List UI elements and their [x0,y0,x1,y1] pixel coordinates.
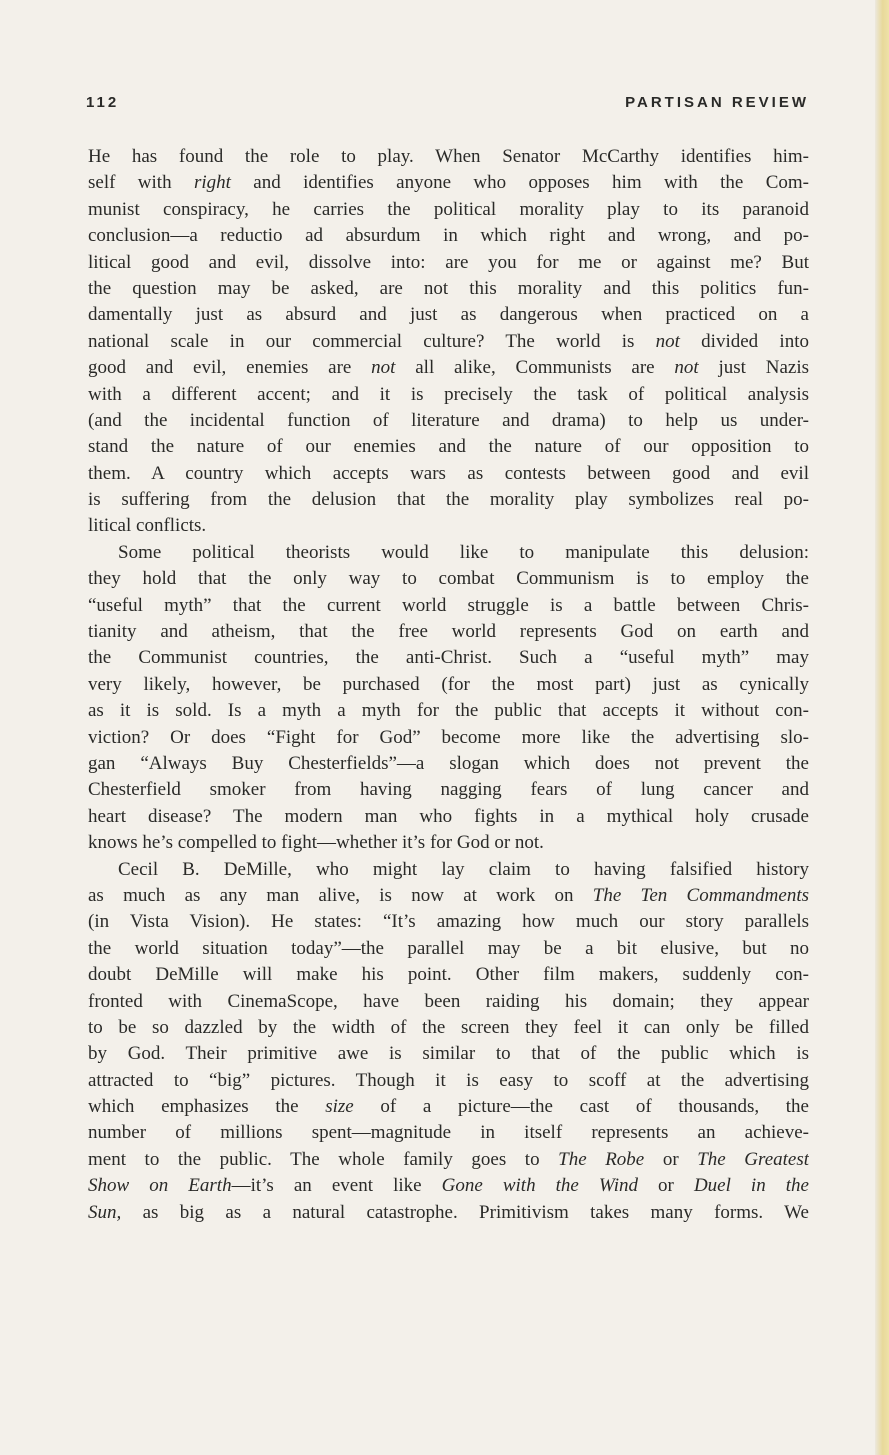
italic-text: The Greatest [697,1148,809,1170]
text-segment: stand the nature of our enemies and the nature of our opposition to [88,436,809,458]
text-segment: fronted with CinemaScope, have been raiding his domain; they appear [88,990,809,1012]
text-segment: them. A country which accepts wars as contests between good and evil [88,462,809,484]
text-segment: conclusion—a reductio ad absurdum in which right and wrong, and po- [88,225,809,247]
text-segment: heart disease? The modern man who fights in a mythical holy crusade [88,805,809,827]
text-line [88,355,809,381]
text-segment: —it’s an event like [231,1175,442,1197]
text-line [88,170,809,196]
text-segment: viction? Or does “Fight for God” become more like the advertising slo- [88,726,809,748]
italic-text: size [325,1096,354,1118]
text-line [88,909,809,935]
text-line [88,1173,809,1199]
page-number: 112 [86,94,120,111]
text-line [88,777,809,803]
text-line [88,434,809,460]
text-segment: with a different accent; and it is precisely the task of political analysis [88,383,809,405]
text-segment: the question may be asked, are not this morality and this politics fun- [88,277,809,299]
italic-text: Duel in the [693,1175,809,1197]
page-edge [875,0,889,1455]
text-segment: (in Vista Vision). He states: “It’s amazing how much our story parallels [88,911,809,933]
italic-text: Show on Earth [88,1175,232,1197]
text-segment: the Communist countries, the anti-Christ. Such a “useful myth” may [88,647,809,669]
text-segment: very likely, however, be purchased (for the most part) just as cynically [88,673,809,695]
text-segment: is suffering from the delusion that the morality play symbolizes real po- [88,489,809,511]
text-line [88,725,809,751]
text-segment: good and evil, enemies are [88,357,372,379]
text-segment: of a picture—the cast of thousands, the [353,1096,809,1118]
text-segment: munist conspiracy, he carries the political morality play to its paranoid [88,198,809,220]
text-line [88,302,809,328]
body-text [88,144,809,1226]
text-line [88,619,809,645]
text-line [88,1015,809,1041]
text-line [88,382,809,408]
text-segment: self with [88,172,194,194]
text-line [88,1120,809,1146]
text-line [88,698,809,724]
text-line [88,540,809,566]
text-line [88,1094,809,1120]
italic-text: not [655,330,680,352]
text-segment: as it is sold. Is a myth a myth for the public that accepts it without con- [88,700,809,722]
text-segment: divided into [679,330,809,352]
text-segment: “useful myth” that the current world struggle is a battle between Chris- [88,594,809,616]
italic-text: The Robe [558,1148,645,1170]
italic-text: not [371,357,396,379]
text-segment: by God. Their primitive awe is similar to that of the public which is [88,1043,809,1065]
text-line [88,223,809,249]
text-line [88,593,809,619]
text-segment: to be so dazzled by the width of the screen they feel it can only be filled [88,1016,809,1038]
text-segment: litical good and evil, dissolve into: are you for me or against me? But [88,251,809,273]
text-line [88,250,809,276]
text-segment: Cecil B. DeMille, who might lay claim to having falsified history [118,858,809,880]
text-segment: tianity and atheism, that the free world represents God on earth and [88,621,809,643]
italic-text: The Ten Commandments [592,884,809,906]
text-segment: doubt DeMille will make his point. Other film makers, suddenly con- [88,964,809,986]
text-line [88,645,809,671]
italic-text: right [193,172,231,194]
text-segment: as much as any man alive, is now at work on [88,884,593,906]
text-segment: all alike, Communists are [395,357,675,379]
text-segment: Chesterfield smoker from having nagging fears of lung cancer and [88,779,809,801]
text-line [88,1200,809,1226]
text-segment: gan “Always Buy Chesterfields”—a slogan which does not prevent the [88,752,809,774]
text-segment: litical conflicts. [88,515,207,537]
text-segment: (and the incidental function of literature and drama) to help us under- [88,409,809,431]
running-head: PARTISAN REVIEW [625,94,809,111]
text-line [88,566,809,592]
text-line [88,1041,809,1067]
text-line [88,1068,809,1094]
text-line [88,487,809,513]
text-line [88,276,809,302]
text-line [88,461,809,487]
text-line [88,672,809,698]
text-segment: they hold that the only way to combat Communism is to employ the [88,568,809,590]
text-line [88,197,809,223]
text-line [88,144,809,170]
text-line [88,830,809,856]
text-line [88,513,809,539]
text-line [88,329,809,355]
text-line [88,408,809,434]
page-header [86,94,809,118]
text-segment: attracted to “big” pictures. Though it is easy to scoff at the advertising [88,1069,809,1091]
text-segment: Some political theorists would like to manipulate this delusion: [118,541,809,563]
text-line [88,857,809,883]
text-segment: knows he’s compelled to fight—whether it’s for God or not. [88,832,544,854]
text-segment: just Nazis [698,357,809,379]
text-segment: which emphasizes the [88,1096,326,1118]
text-line [88,989,809,1015]
italic-text: Gone with the Wind [441,1175,638,1197]
text-line [88,751,809,777]
text-segment: number of millions spent—magnitude in itself represents an achieve- [88,1122,809,1144]
text-line [88,1147,809,1173]
text-segment: or [644,1148,698,1170]
text-line [88,962,809,988]
text-segment: damentally just as absurd and just as dangerous when practiced on a [88,304,809,326]
text-segment: He has found the role to play. When Senator McCarthy identifies him- [88,146,809,167]
text-segment: the world situation today”—the parallel may be a bit elusive, but no [88,937,809,959]
italic-text: Sun, [88,1201,122,1223]
text-segment: ment to the public. The whole family goes to [88,1148,559,1170]
text-segment: or [637,1175,694,1197]
text-segment: and identifies anyone who opposes him with the Com- [230,172,809,194]
text-segment: national scale in our commercial culture? The world is [88,330,656,352]
text-line [88,804,809,830]
text-segment: as big as a natural catastrophe. Primitivism takes many forms. We [121,1201,809,1223]
italic-text: not [674,357,699,379]
text-line [88,936,809,962]
text-line [88,883,809,909]
